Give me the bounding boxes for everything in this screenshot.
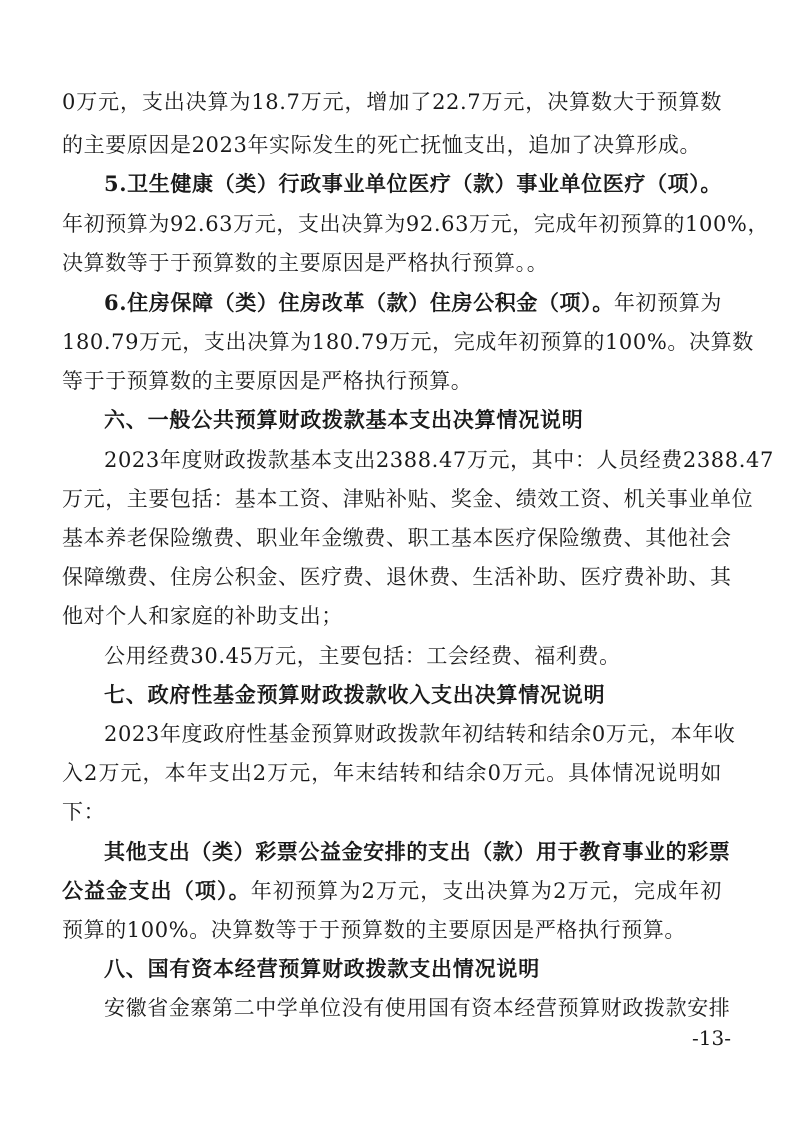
page-number: -13- — [692, 1026, 731, 1050]
paragraph-line: 下： — [62, 800, 106, 824]
paragraph-line: 年初预算为92.63万元，支出决算为92.63万元，完成年初预算的100%， — [62, 212, 770, 236]
paragraph-line: 入2万元，本年支出2万元，年末结转和结余0万元。具体情况说明如 — [62, 761, 722, 785]
section-8-heading: 八、国有资本经营预算财政拨款支出情况说明 — [104, 957, 540, 981]
paragraph-line: 他对个人和家庭的补助支出； — [62, 604, 343, 628]
paragraph-line: 决算数等于于预算数的主要原因是严格执行预算。。 — [62, 251, 549, 275]
section-7-heading: 七、政府性基金预算财政拨款收入支出决算情况说明 — [104, 683, 606, 707]
paragraph-line: 预算的100%。决算数等于于预算数的主要原因是严格执行预算。 — [62, 918, 687, 942]
paragraph-line: 万元，主要包括：基本工资、津贴补贴、奖金、绩效工资、机关事业单位 — [62, 487, 754, 511]
item-5-heading: 5.卫生健康（类）行政事业单位医疗（款）事业单位医疗（项）。 — [104, 171, 722, 196]
paragraph-line: 保障缴费、住房公积金、医疗费、退休费、生活补助、医疗费补助、其 — [62, 565, 732, 589]
paragraph-line: 公益金支出（项）。年初预算为2万元，支出决算为2万元，完成年初 — [62, 878, 723, 903]
item-6-heading: 6.住房保障（类）住房改革（款）住房公积金（项）。年初预算为 — [104, 290, 723, 315]
paragraph-line: 的主要原因是2023年实际发生的死亡抚恤支出，追加了决算形成。 — [62, 133, 702, 157]
paragraph-line: 安徽省金寨第二中学单位没有使用国有资本经营预算财政拨款安排 — [104, 996, 731, 1020]
paragraph-line: 2023年度政府性基金预算财政拨款年初结转和结余0万元，本年收 — [104, 722, 736, 746]
section-6-heading: 六、一般公共预算财政拨款基本支出决算情况说明 — [104, 408, 584, 432]
paragraph-line: 公用经费30.45万元，主要包括：工会经费、福利费。 — [104, 644, 621, 668]
paragraph-line: 180.79万元，支出决算为180.79万元，完成年初预算的100%。决算数 — [62, 330, 754, 354]
lottery-item-heading: 其他支出（类）彩票公益金安排的支出（款）用于教育事业的彩票 — [104, 839, 731, 864]
paragraph-line: 等于于预算数的主要原因是严格执行预算。 — [62, 369, 473, 393]
paragraph-line: 0万元，支出决算为18.7万元，增加了22.7万元，决算数大于预算数 — [62, 90, 722, 114]
paragraph-line: 2023年度财政拨款基本支出2388.47万元，其中：人员经费2388.47 — [104, 448, 774, 472]
paragraph-line: 基本养老保险缴费、职业年金缴费、职工基本医疗保险缴费、其他社会 — [62, 526, 732, 550]
